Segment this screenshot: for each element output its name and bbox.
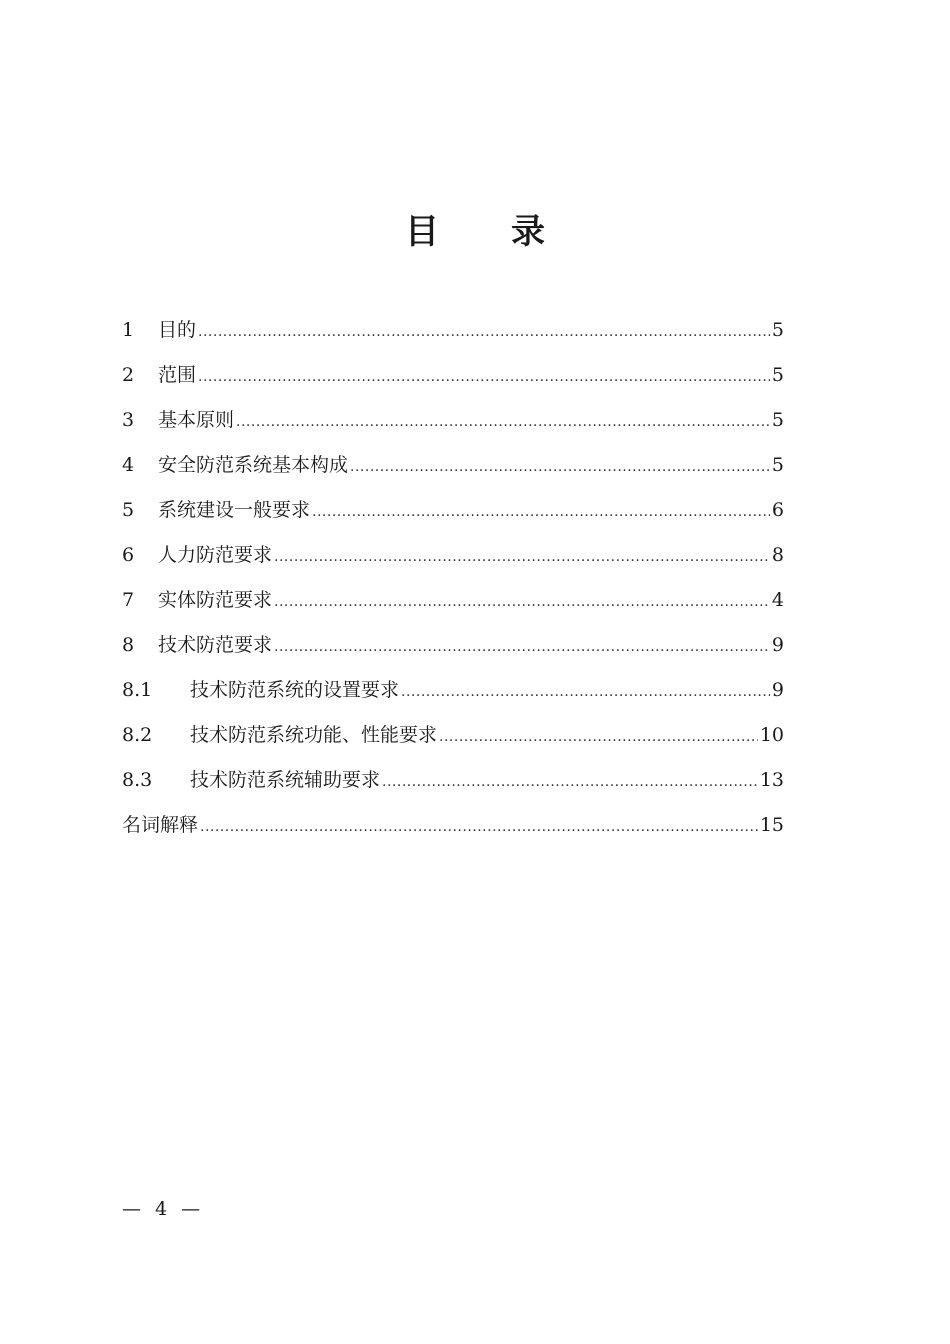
toc-entry-title: 技术防范要求 [158,634,273,656]
toc-entry-number: 8.2 [122,724,153,746]
toc-entry-title: 目的 [158,319,197,341]
title-char-2: 录 [511,212,545,252]
toc-entry-number: 2 [122,364,135,386]
toc-entry-title: 技术防范系统的设置要求 [190,679,400,701]
toc-entry[interactable] [122,488,784,533]
toc-entry[interactable] [122,398,784,443]
footer-dash-right: — [181,1198,201,1220]
toc-entry-page: 15 [759,814,784,836]
toc-entry-title: 基本原则 [158,409,235,431]
toc-entry-number: 5 [122,499,135,521]
page-number: 4 [155,1198,168,1220]
toc-entry-page: 5 [771,409,784,431]
table-of-contents [122,308,784,848]
toc-entry-title: 技术防范系统辅助要求 [190,769,381,791]
toc-entry-number: 7 [122,589,135,611]
toc-entry-number: 4 [122,454,135,476]
toc-entry[interactable] [122,578,784,623]
toc-entry-page: 13 [759,769,784,791]
toc-dot-leader [198,355,770,400]
toc-entry-page: 10 [759,724,784,746]
toc-entry-page: 9 [771,634,784,656]
toc-subentry[interactable] [122,758,784,803]
toc-entry-number: 8.1 [122,679,153,701]
toc-dot-leader [274,535,770,580]
toc-subentry[interactable] [122,668,784,713]
toc-entry-title: 系统建设一般要求 [158,499,311,521]
toc-dot-leader [198,310,770,355]
toc-entry-title: 范围 [158,364,197,386]
toc-dot-leader [236,400,770,445]
toc-dot-leader [350,445,770,490]
toc-dot-leader [382,760,758,805]
toc-dot-leader [274,580,770,625]
page-title [0,208,950,256]
toc-dot-leader [200,805,758,850]
toc-entry[interactable] [122,353,784,398]
toc-entry-page: 8 [771,544,784,566]
toc-entry-title: 人力防范要求 [158,544,273,566]
title-char-1: 目 [405,212,439,252]
toc-entry-title: 技术防范系统功能、性能要求 [190,724,438,746]
toc-entry[interactable] [122,308,784,353]
toc-entry-page: 5 [771,454,784,476]
toc-subentry[interactable] [122,713,784,758]
footer-dash-left: — [122,1198,141,1220]
toc-dot-leader [439,715,758,760]
toc-entry-number: 6 [122,544,135,566]
toc-entry-number: 8.3 [122,769,153,791]
toc-dot-leader [274,625,770,670]
toc-entry-number: 1 [122,319,135,341]
page-footer [122,1194,200,1224]
toc-entry-page: 9 [771,679,784,701]
toc-entry[interactable] [122,443,784,488]
toc-entry-number: 3 [122,409,135,431]
toc-entry-page: 5 [771,364,784,386]
toc-entry-title: 实体防范要求 [158,589,273,611]
toc-dot-leader [401,670,770,715]
toc-entry[interactable] [122,803,784,848]
toc-entry-page: 6 [771,499,784,521]
toc-dot-leader [312,490,770,535]
toc-entry-title: 名词解释 [122,814,199,836]
toc-entry[interactable] [122,623,784,668]
toc-entry[interactable] [122,533,784,578]
toc-entry-title: 安全防范系统基本构成 [158,454,349,476]
toc-entry-page: 5 [771,319,784,341]
toc-entry-page: 4 [771,589,784,611]
toc-entry-number: 8 [122,634,135,656]
